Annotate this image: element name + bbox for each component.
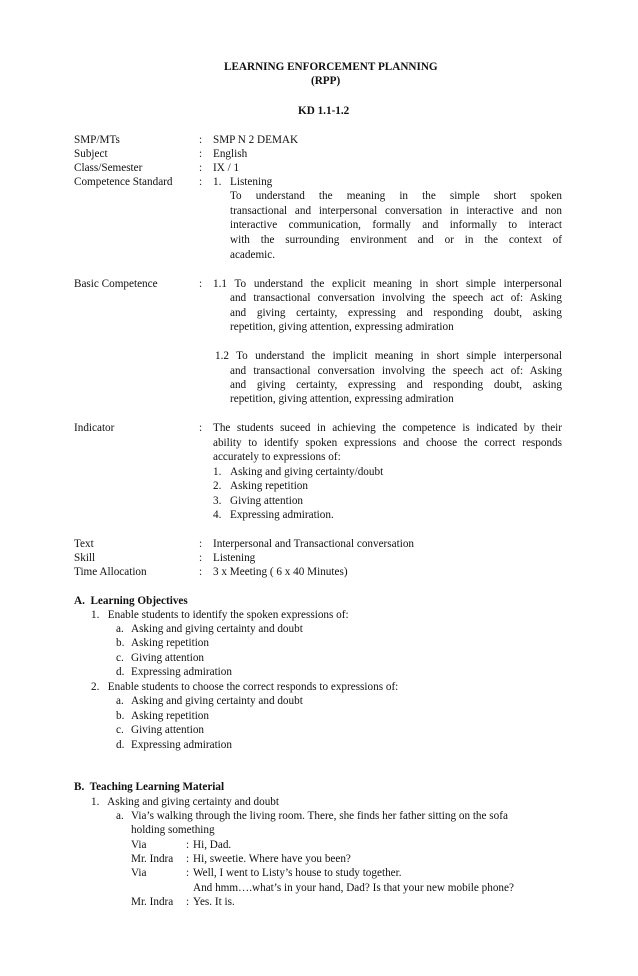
objective-item: Giving attention [131, 652, 205, 664]
dialogue-line: Yes. It is. [193, 896, 235, 908]
colon: : [199, 538, 203, 550]
dialogue-line: And hmm….what’s in your hand, Dad? Is that your new mobile phone? [193, 882, 514, 894]
colon: : [199, 162, 203, 174]
indicator-item-number: 4. [213, 509, 222, 521]
indicator-line: ability to identify spoken expressions and choose the correct responds [213, 437, 562, 449]
colon: : [199, 176, 203, 188]
objective-item: Asking and giving certainty and doubt [131, 623, 303, 635]
indicator-line: The students suceed in achieving the competence is indicated by their [213, 422, 562, 434]
kd-label: KD 1.1-1.2 [298, 105, 350, 117]
standard-line: interactive communication, formally and informally to interact [230, 219, 562, 231]
indicator-item: Asking repetition [230, 480, 308, 492]
text-value: Interpersonal and Transactional conversation [213, 538, 415, 550]
objective-letter: a. [116, 695, 124, 707]
skill-label: Skill [74, 552, 96, 564]
colon: : [199, 566, 203, 578]
basic-competence-label: Basic Competence [74, 278, 158, 290]
standard-line: with the surrounding environment and or in the context of [230, 234, 562, 246]
school-value: SMP N 2 DEMAK [213, 134, 299, 146]
dialogue-speaker: Mr. Indra [131, 853, 174, 865]
objective-letter: d. [116, 666, 125, 678]
indicator-item-number: 1. [213, 466, 222, 478]
objective-group-1: 1. Enable students to identify the spoken expressions of: [91, 609, 349, 621]
colon: : [199, 278, 203, 290]
class-label: Class/Semester [74, 162, 143, 174]
objective-letter: b. [116, 710, 125, 722]
skill-value: Listening [213, 552, 256, 564]
competence-2-line: repetition, giving attention, expressing admiration [230, 393, 454, 405]
objective-letter: a. [116, 623, 124, 635]
indicator-line: accurately to expressions of: [213, 451, 341, 463]
competence-2-line: and transactional conversation involving the speech act of: Asking [230, 365, 562, 377]
competence-1-line: 1.1 To understand the explicit meaning in short simple interpersonal [213, 278, 562, 290]
competence-1-line: and giving certainty, expressing and responding doubt, asking [230, 307, 562, 319]
class-value: IX / 1 [213, 162, 240, 174]
text-label: Text [74, 538, 94, 550]
material-item-letter: a. [116, 810, 124, 822]
standard-line: To understand the meaning in the simple short spoken [230, 190, 562, 202]
indicator-item: Giving attention [230, 495, 304, 507]
standard-title: Listening [230, 176, 273, 188]
indicator-item-number: 2. [213, 480, 222, 492]
subject-value: English [213, 148, 248, 160]
indicator-item: Asking and giving certainty/doubt [230, 466, 384, 478]
dialogue-colon: : [186, 896, 190, 908]
standard-line: transactional and interpersonal conversation in interactive and non [230, 205, 562, 217]
teaching-material-heading: B. Teaching Learning Material [74, 781, 225, 793]
dialogue-speaker: Via [131, 839, 147, 851]
objective-letter: b. [116, 637, 125, 649]
document-subtitle: (RPP) [311, 75, 341, 87]
dialogue-speaker: Via [131, 867, 147, 879]
objective-item: Asking repetition [131, 637, 209, 649]
material-item-text: holding something [131, 824, 215, 836]
material-subheading: 1. Asking and giving certainty and doubt [91, 796, 279, 808]
time-allocation-label: Time Allocation [74, 566, 147, 578]
objective-item: Asking and giving certainty and doubt [131, 695, 303, 707]
competence-1-line: repetition, giving attention, expressing admiration [230, 321, 454, 333]
dialogue-colon: : [186, 853, 190, 865]
school-label: SMP/MTs [74, 134, 120, 146]
dialogue-colon: : [186, 867, 190, 879]
objective-letter: d. [116, 739, 125, 751]
dialogue-speaker: Mr. Indra [131, 896, 174, 908]
subject-label: Subject [74, 148, 108, 160]
competence-2-line: and giving certainty, expressing and responding doubt, asking [230, 379, 562, 391]
standard-line: academic. [230, 249, 276, 261]
colon: : [199, 134, 203, 146]
indicator-item: Expressing admiration. [230, 509, 334, 521]
objective-item: Expressing admiration [131, 739, 232, 751]
objective-letter: c. [116, 724, 124, 736]
objective-item: Expressing admiration [131, 666, 232, 678]
learning-objectives-heading: A. Learning Objectives [74, 595, 188, 607]
material-item-text: Via’s walking through the living room. There, she finds her father sitting on the sofa [131, 810, 508, 822]
document-title: LEARNING ENFORCEMENT PLANNING [224, 61, 438, 73]
colon: : [199, 148, 203, 160]
competence-1-line: and transactional conversation involving the speech act of: Asking [230, 292, 562, 304]
objective-letter: c. [116, 652, 124, 664]
colon: : [199, 552, 203, 564]
indicator-item-number: 3. [213, 495, 222, 507]
objective-item: Asking repetition [131, 710, 209, 722]
colon: : [199, 422, 203, 434]
dialogue-line: Well, I went to Listy’s house to study together. [193, 867, 402, 879]
standard-label: Competence Standard [74, 176, 173, 188]
competence-2-line: 1.2 To understand the implicit meaning in short simple interpersonal [215, 350, 562, 362]
standard-number: 1. [213, 176, 222, 188]
dialogue-line: Hi, sweetie. Where have you been? [193, 853, 351, 865]
objective-item: Giving attention [131, 724, 205, 736]
objective-group-2: 2. Enable students to choose the correct responds to expressions of: [91, 681, 399, 693]
time-allocation-value: 3 x Meeting ( 6 x 40 Minutes) [213, 566, 348, 578]
dialogue-line: Hi, Dad. [193, 839, 232, 851]
indicator-label: Indicator [74, 422, 115, 434]
dialogue-colon: : [186, 839, 190, 851]
